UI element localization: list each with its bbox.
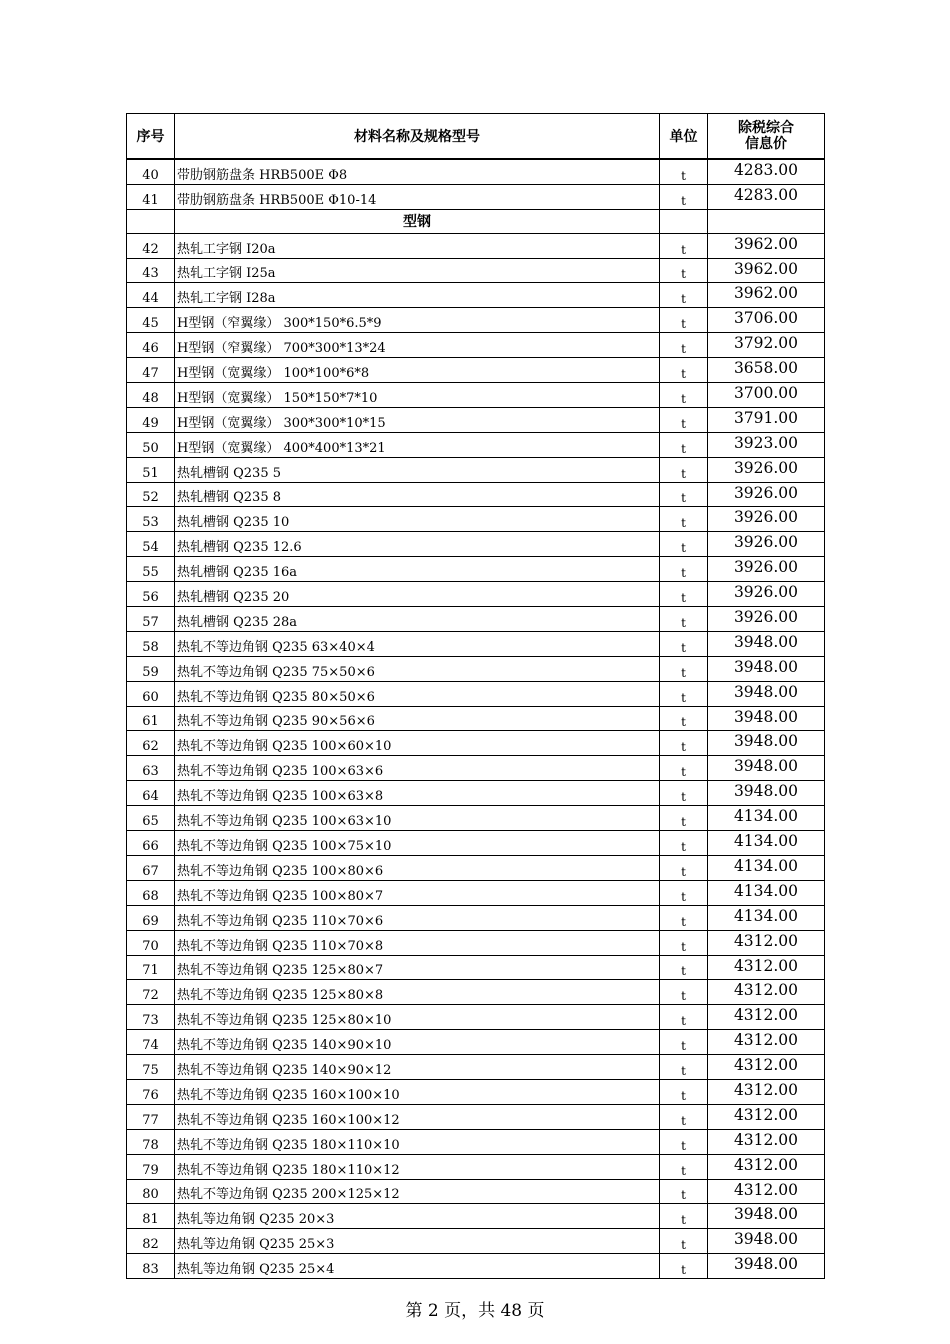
cell-name: H型钢（宽翼缘） 100*100*6*8 bbox=[175, 358, 660, 383]
cell-unit: t bbox=[660, 1005, 708, 1030]
cell-price: 3948.00 bbox=[708, 656, 825, 681]
cell-price: 3948.00 bbox=[708, 781, 825, 806]
cell-price: 4312.00 bbox=[708, 930, 825, 955]
table-row bbox=[127, 283, 825, 308]
cell-no: 65 bbox=[127, 806, 175, 831]
cell-no bbox=[127, 209, 175, 233]
table-row bbox=[127, 607, 825, 632]
cell-no: 48 bbox=[127, 383, 175, 408]
page-number: 第 2 页，共 48 页 bbox=[405, 1301, 545, 1321]
table-row bbox=[127, 432, 825, 457]
cell-no: 50 bbox=[127, 432, 175, 457]
header-price-line1: 除税综合 bbox=[738, 120, 794, 136]
cell-name: 热轧不等边角钢 Q235 63×40×4 bbox=[175, 631, 660, 656]
cell-unit: t bbox=[660, 532, 708, 557]
table-row bbox=[127, 532, 825, 557]
cell-name: 热轧槽钢 Q235 10 bbox=[175, 507, 660, 532]
table-row bbox=[127, 407, 825, 432]
table-row bbox=[127, 1129, 825, 1154]
table-row bbox=[127, 1229, 825, 1254]
cell-price: 3791.00 bbox=[708, 407, 825, 432]
cell-unit: t bbox=[660, 358, 708, 383]
cell-name: H型钢（宽翼缘） 400*400*13*21 bbox=[175, 432, 660, 457]
cell-no: 56 bbox=[127, 582, 175, 607]
cell-no: 75 bbox=[127, 1055, 175, 1080]
cell-unit: t bbox=[660, 457, 708, 482]
cell-unit: t bbox=[660, 333, 708, 358]
cell-unit bbox=[660, 209, 708, 233]
cell-no: 67 bbox=[127, 855, 175, 880]
cell-price: 4283.00 bbox=[708, 184, 825, 209]
cell-unit: t bbox=[660, 756, 708, 781]
table-row bbox=[127, 905, 825, 930]
cell-no: 76 bbox=[127, 1079, 175, 1104]
cell-name: 热轧不等边角钢 Q235 90×56×6 bbox=[175, 706, 660, 731]
cell-name: 热轧槽钢 Q235 12.6 bbox=[175, 532, 660, 557]
cell-unit: t bbox=[660, 258, 708, 283]
cell-unit: t bbox=[660, 806, 708, 831]
cell-price: 3962.00 bbox=[708, 233, 825, 258]
table-row bbox=[127, 507, 825, 532]
table-row bbox=[127, 1005, 825, 1030]
cell-name: 热轧工字钢 I25a bbox=[175, 258, 660, 283]
table-row bbox=[127, 930, 825, 955]
cell-unit: t bbox=[660, 880, 708, 905]
cell-no: 49 bbox=[127, 407, 175, 432]
cell-price: 4134.00 bbox=[708, 806, 825, 831]
table-row bbox=[127, 731, 825, 756]
header-price bbox=[708, 114, 825, 160]
cell-no: 62 bbox=[127, 731, 175, 756]
cell-name: H型钢（窄翼缘） 700*300*13*24 bbox=[175, 333, 660, 358]
cell-unit: t bbox=[660, 1204, 708, 1229]
section-title: 型钢 bbox=[175, 209, 660, 233]
cell-unit: t bbox=[660, 831, 708, 856]
table-row bbox=[127, 631, 825, 656]
cell-price: 3948.00 bbox=[708, 706, 825, 731]
table-row bbox=[127, 706, 825, 731]
table-row bbox=[127, 258, 825, 283]
table-row bbox=[127, 806, 825, 831]
cell-unit: t bbox=[660, 557, 708, 582]
cell-no: 69 bbox=[127, 905, 175, 930]
cell-name: 热轧不等边角钢 Q235 180×110×12 bbox=[175, 1154, 660, 1179]
cell-price: 3926.00 bbox=[708, 507, 825, 532]
table-row bbox=[127, 184, 825, 209]
cell-unit: t bbox=[660, 781, 708, 806]
cell-name: 热轧不等边角钢 Q235 100×63×10 bbox=[175, 806, 660, 831]
cell-price: 3948.00 bbox=[708, 731, 825, 756]
cell-unit: t bbox=[660, 308, 708, 333]
cell-name: 热轧槽钢 Q235 16a bbox=[175, 557, 660, 582]
cell-price: 3792.00 bbox=[708, 333, 825, 358]
cell-name: 热轧不等边角钢 Q235 125×80×10 bbox=[175, 1005, 660, 1030]
cell-no: 41 bbox=[127, 184, 175, 209]
cell-unit: t bbox=[660, 1254, 708, 1279]
cell-price: 3658.00 bbox=[708, 358, 825, 383]
table-row bbox=[127, 1179, 825, 1204]
cell-price: 4312.00 bbox=[708, 1154, 825, 1179]
cell-no: 47 bbox=[127, 358, 175, 383]
header-no: 序号 bbox=[127, 114, 175, 160]
cell-no: 80 bbox=[127, 1179, 175, 1204]
cell-name: 热轧等边角钢 Q235 25×4 bbox=[175, 1254, 660, 1279]
cell-price: 4134.00 bbox=[708, 905, 825, 930]
header-row bbox=[127, 114, 825, 160]
cell-no: 79 bbox=[127, 1154, 175, 1179]
table-row bbox=[127, 1030, 825, 1055]
cell-name: 带肋钢筋盘条 HRB500E Φ10-14 bbox=[175, 184, 660, 209]
cell-unit: t bbox=[660, 1079, 708, 1104]
table-row bbox=[127, 582, 825, 607]
header-name: 材料名称及规格型号 bbox=[175, 114, 660, 160]
cell-name: 热轧不等边角钢 Q235 100×75×10 bbox=[175, 831, 660, 856]
table-row bbox=[127, 383, 825, 408]
cell-unit: t bbox=[660, 955, 708, 980]
cell-name: 带肋钢筋盘条 HRB500E Φ8 bbox=[175, 159, 660, 184]
cell-no: 71 bbox=[127, 955, 175, 980]
table-row bbox=[127, 557, 825, 582]
cell-unit: t bbox=[660, 607, 708, 632]
cell-name: 热轧不等边角钢 Q235 140×90×10 bbox=[175, 1030, 660, 1055]
cell-price: 3948.00 bbox=[708, 681, 825, 706]
section-row bbox=[127, 209, 825, 233]
cell-price: 3948.00 bbox=[708, 1254, 825, 1279]
cell-unit: t bbox=[660, 582, 708, 607]
cell-no: 40 bbox=[127, 159, 175, 184]
cell-unit: t bbox=[660, 980, 708, 1005]
cell-unit: t bbox=[660, 631, 708, 656]
cell-name: 热轧不等边角钢 Q235 160×100×10 bbox=[175, 1079, 660, 1104]
cell-no: 81 bbox=[127, 1204, 175, 1229]
table-row bbox=[127, 358, 825, 383]
table-row bbox=[127, 855, 825, 880]
cell-no: 72 bbox=[127, 980, 175, 1005]
cell-unit: t bbox=[660, 681, 708, 706]
cell-name: 热轧不等边角钢 Q235 200×125×12 bbox=[175, 1179, 660, 1204]
cell-unit: t bbox=[660, 184, 708, 209]
cell-no: 77 bbox=[127, 1104, 175, 1129]
cell-price: 4312.00 bbox=[708, 955, 825, 980]
table-row bbox=[127, 681, 825, 706]
table-row bbox=[127, 1204, 825, 1229]
table-row bbox=[127, 955, 825, 980]
cell-name: 热轧不等边角钢 Q235 110×70×8 bbox=[175, 930, 660, 955]
cell-name: 热轧不等边角钢 Q235 180×110×10 bbox=[175, 1129, 660, 1154]
cell-name: 热轧不等边角钢 Q235 100×80×7 bbox=[175, 880, 660, 905]
cell-name: 热轧槽钢 Q235 5 bbox=[175, 457, 660, 482]
table-row bbox=[127, 1154, 825, 1179]
cell-unit: t bbox=[660, 1229, 708, 1254]
cell-no: 58 bbox=[127, 631, 175, 656]
table-body bbox=[127, 159, 825, 1279]
cell-price: 3700.00 bbox=[708, 383, 825, 408]
cell-name: 热轧不等边角钢 Q235 110×70×6 bbox=[175, 905, 660, 930]
table-row bbox=[127, 333, 825, 358]
cell-no: 82 bbox=[127, 1229, 175, 1254]
cell-price: 3926.00 bbox=[708, 482, 825, 507]
table-row bbox=[127, 756, 825, 781]
cell-no: 51 bbox=[127, 457, 175, 482]
cell-no: 54 bbox=[127, 532, 175, 557]
cell-name: 热轧槽钢 Q235 8 bbox=[175, 482, 660, 507]
cell-price: 4312.00 bbox=[708, 980, 825, 1005]
cell-price: 3926.00 bbox=[708, 457, 825, 482]
cell-unit: t bbox=[660, 507, 708, 532]
cell-name: 热轧槽钢 Q235 28a bbox=[175, 607, 660, 632]
cell-price: 4312.00 bbox=[708, 1005, 825, 1030]
cell-price: 4312.00 bbox=[708, 1129, 825, 1154]
cell-unit: t bbox=[660, 233, 708, 258]
cell-unit: t bbox=[660, 1030, 708, 1055]
cell-price bbox=[708, 209, 825, 233]
cell-no: 60 bbox=[127, 681, 175, 706]
price-sheet bbox=[126, 113, 825, 1279]
cell-unit: t bbox=[660, 1055, 708, 1080]
cell-price: 3923.00 bbox=[708, 432, 825, 457]
cell-no: 74 bbox=[127, 1030, 175, 1055]
cell-price: 3926.00 bbox=[708, 582, 825, 607]
cell-no: 53 bbox=[127, 507, 175, 532]
cell-name: H型钢（宽翼缘） 300*300*10*15 bbox=[175, 407, 660, 432]
table-row bbox=[127, 980, 825, 1005]
table-row bbox=[127, 1254, 825, 1279]
cell-no: 64 bbox=[127, 781, 175, 806]
cell-unit: t bbox=[660, 383, 708, 408]
cell-name: 热轧不等边角钢 Q235 80×50×6 bbox=[175, 681, 660, 706]
cell-name: 热轧不等边角钢 Q235 100×63×6 bbox=[175, 756, 660, 781]
cell-price: 3948.00 bbox=[708, 631, 825, 656]
table-row bbox=[127, 1104, 825, 1129]
cell-no: 73 bbox=[127, 1005, 175, 1030]
cell-price: 3962.00 bbox=[708, 258, 825, 283]
cell-price: 4134.00 bbox=[708, 831, 825, 856]
cell-name: 热轧等边角钢 Q235 25×3 bbox=[175, 1229, 660, 1254]
cell-unit: t bbox=[660, 1129, 708, 1154]
table-row bbox=[127, 781, 825, 806]
cell-price: 4312.00 bbox=[708, 1030, 825, 1055]
cell-no: 55 bbox=[127, 557, 175, 582]
cell-name: H型钢（窄翼缘） 300*150*6.5*9 bbox=[175, 308, 660, 333]
header-unit: 单位 bbox=[660, 114, 708, 160]
cell-name: 热轧工字钢 I20a bbox=[175, 233, 660, 258]
header-price-line2: 信息价 bbox=[745, 136, 787, 152]
cell-unit: t bbox=[660, 706, 708, 731]
table-row bbox=[127, 233, 825, 258]
cell-no: 70 bbox=[127, 930, 175, 955]
cell-no: 83 bbox=[127, 1254, 175, 1279]
cell-unit: t bbox=[660, 656, 708, 681]
cell-no: 66 bbox=[127, 831, 175, 856]
cell-no: 68 bbox=[127, 880, 175, 905]
cell-name: 热轧不等边角钢 Q235 75×50×6 bbox=[175, 656, 660, 681]
cell-price: 4134.00 bbox=[708, 880, 825, 905]
cell-unit: t bbox=[660, 283, 708, 308]
cell-name: 热轧不等边角钢 Q235 100×63×8 bbox=[175, 781, 660, 806]
table-row bbox=[127, 308, 825, 333]
cell-price: 4312.00 bbox=[708, 1179, 825, 1204]
cell-name: 热轧不等边角钢 Q235 100×80×6 bbox=[175, 855, 660, 880]
cell-price: 3926.00 bbox=[708, 557, 825, 582]
cell-name: 热轧不等边角钢 Q235 100×60×10 bbox=[175, 731, 660, 756]
table-row bbox=[127, 831, 825, 856]
table-row bbox=[127, 482, 825, 507]
cell-unit: t bbox=[660, 855, 708, 880]
cell-no: 57 bbox=[127, 607, 175, 632]
cell-price: 4312.00 bbox=[708, 1079, 825, 1104]
cell-unit: t bbox=[660, 159, 708, 184]
cell-price: 3948.00 bbox=[708, 1229, 825, 1254]
cell-price: 4134.00 bbox=[708, 855, 825, 880]
table-row bbox=[127, 457, 825, 482]
cell-price: 3962.00 bbox=[708, 283, 825, 308]
cell-no: 52 bbox=[127, 482, 175, 507]
cell-price: 4312.00 bbox=[708, 1055, 825, 1080]
cell-price: 3706.00 bbox=[708, 308, 825, 333]
cell-price: 3948.00 bbox=[708, 1204, 825, 1229]
cell-unit: t bbox=[660, 1179, 708, 1204]
cell-unit: t bbox=[660, 731, 708, 756]
price-table bbox=[126, 113, 825, 1279]
cell-unit: t bbox=[660, 930, 708, 955]
cell-unit: t bbox=[660, 407, 708, 432]
cell-unit: t bbox=[660, 1104, 708, 1129]
cell-no: 78 bbox=[127, 1129, 175, 1154]
cell-name: 热轧等边角钢 Q235 20×3 bbox=[175, 1204, 660, 1229]
cell-unit: t bbox=[660, 482, 708, 507]
cell-unit: t bbox=[660, 905, 708, 930]
cell-no: 59 bbox=[127, 656, 175, 681]
cell-no: 63 bbox=[127, 756, 175, 781]
cell-price: 4283.00 bbox=[708, 159, 825, 184]
cell-name: 热轧不等边角钢 Q235 125×80×7 bbox=[175, 955, 660, 980]
cell-no: 45 bbox=[127, 308, 175, 333]
cell-price: 3926.00 bbox=[708, 607, 825, 632]
cell-name: 热轧不等边角钢 Q235 160×100×12 bbox=[175, 1104, 660, 1129]
cell-price: 4312.00 bbox=[708, 1104, 825, 1129]
cell-name: 热轧槽钢 Q235 20 bbox=[175, 582, 660, 607]
cell-name: 热轧不等边角钢 Q235 125×80×8 bbox=[175, 980, 660, 1005]
table-row bbox=[127, 656, 825, 681]
cell-name: H型钢（宽翼缘） 150*150*7*10 bbox=[175, 383, 660, 408]
cell-no: 42 bbox=[127, 233, 175, 258]
table-row bbox=[127, 159, 825, 184]
cell-no: 46 bbox=[127, 333, 175, 358]
cell-price: 3948.00 bbox=[708, 756, 825, 781]
cell-name: 热轧不等边角钢 Q235 140×90×12 bbox=[175, 1055, 660, 1080]
table-row bbox=[127, 880, 825, 905]
cell-unit: t bbox=[660, 1154, 708, 1179]
cell-unit: t bbox=[660, 432, 708, 457]
cell-no: 61 bbox=[127, 706, 175, 731]
cell-no: 44 bbox=[127, 283, 175, 308]
cell-name: 热轧工字钢 I28a bbox=[175, 283, 660, 308]
table-row bbox=[127, 1055, 825, 1080]
cell-price: 3926.00 bbox=[708, 532, 825, 557]
table-row bbox=[127, 1079, 825, 1104]
cell-no: 43 bbox=[127, 258, 175, 283]
